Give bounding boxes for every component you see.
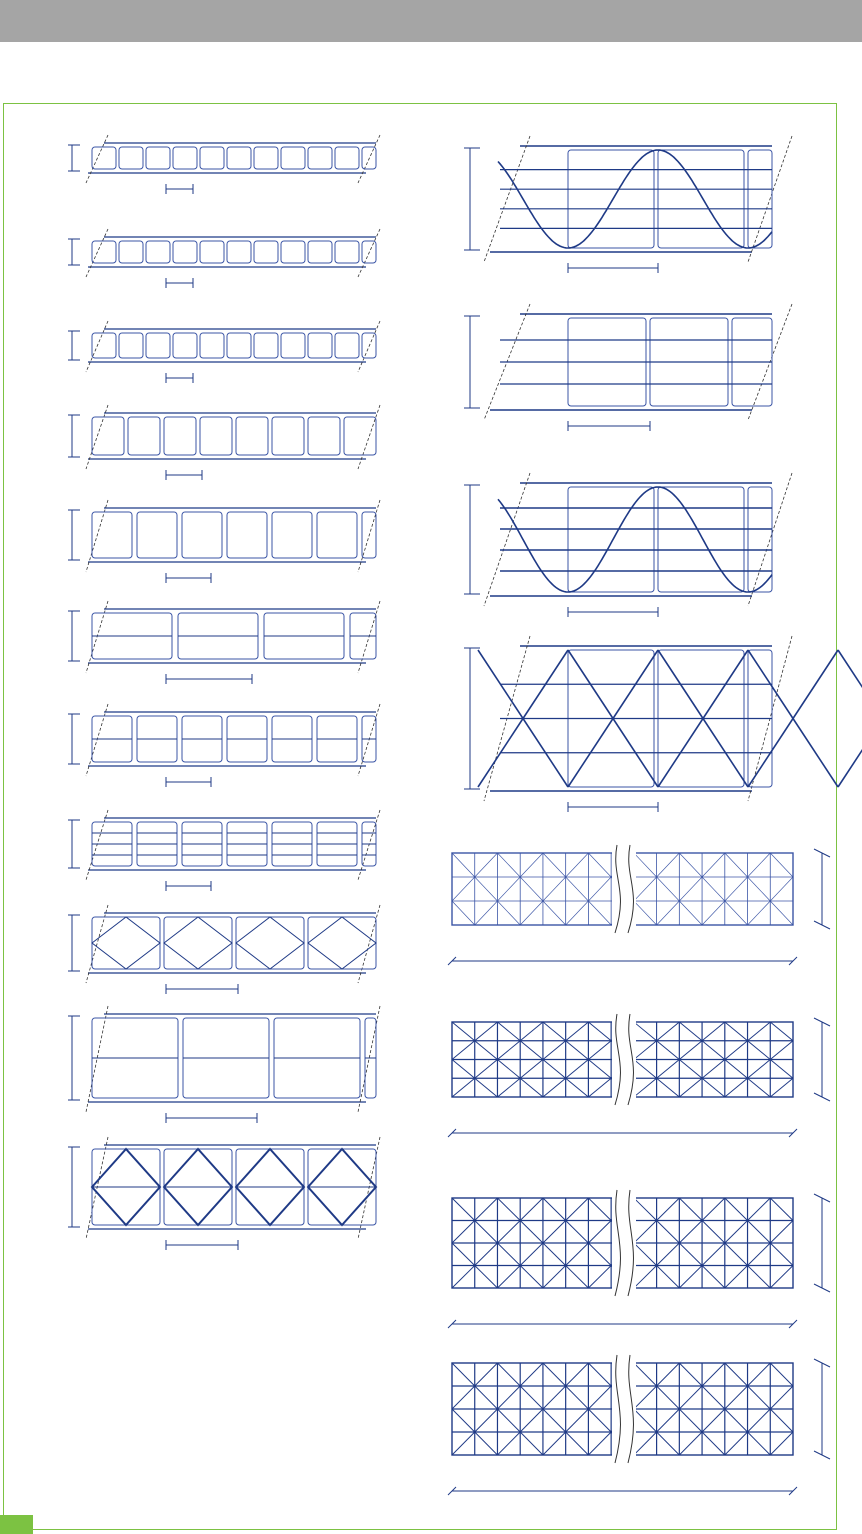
profile-5 <box>68 500 380 583</box>
profile-cell <box>362 241 376 263</box>
profile-cell <box>281 333 305 358</box>
profile-cell <box>183 1018 269 1098</box>
profile-cell <box>272 512 312 558</box>
profile-cell <box>173 147 197 169</box>
profile-cell <box>146 241 170 263</box>
profile-cell <box>92 716 132 762</box>
profile-cell <box>308 1149 376 1225</box>
profile-cell <box>350 613 376 659</box>
lattice-1 <box>448 845 830 965</box>
profile-cell <box>254 147 278 169</box>
sine-web <box>498 150 772 248</box>
lattice-4 <box>448 1355 830 1495</box>
profile-cell <box>164 917 232 969</box>
profile-cell <box>173 241 197 263</box>
profile-cell <box>92 512 132 558</box>
profile-cell <box>281 147 305 169</box>
profile-cell <box>178 613 258 659</box>
profile-cell <box>254 333 278 358</box>
left-profile-column <box>68 135 380 1534</box>
profile-13 <box>464 136 792 273</box>
profile-cell <box>200 333 224 358</box>
profile-9 <box>68 905 380 994</box>
profile-cell <box>200 417 232 455</box>
profile-cell <box>92 1149 160 1225</box>
profile-4 <box>68 405 380 480</box>
profile-cell <box>200 147 224 169</box>
profile-2 <box>68 229 380 288</box>
profile-cell <box>317 716 357 762</box>
profile-cell <box>182 512 222 558</box>
profile-cell <box>308 241 332 263</box>
profile-cell <box>274 1018 360 1098</box>
profile-cell <box>92 333 116 358</box>
profile-cell <box>92 613 172 659</box>
profile-cell <box>92 241 116 263</box>
profile-cell <box>236 1149 304 1225</box>
profile-cell <box>164 1149 232 1225</box>
profile-cell <box>264 613 344 659</box>
profile-cell <box>344 417 376 455</box>
profile-cell <box>227 147 251 169</box>
profile-cell <box>146 333 170 358</box>
profile-cell <box>272 822 312 866</box>
profile-cell <box>227 241 251 263</box>
profile-cell <box>362 716 376 762</box>
profile-cell <box>92 1018 178 1098</box>
profile-cell <box>365 1018 376 1098</box>
profile-cell <box>281 241 305 263</box>
lattice-3 <box>448 1190 830 1328</box>
profile-cell <box>92 822 132 866</box>
profile-cell <box>119 147 143 169</box>
profile-cell <box>748 150 772 248</box>
profile-cell <box>308 333 332 358</box>
profile-cell <box>119 241 143 263</box>
profile-cell <box>227 716 267 762</box>
profile-cell <box>137 512 177 558</box>
profile-10 <box>68 1006 380 1123</box>
profile-cell <box>317 512 357 558</box>
profile-cell <box>137 716 177 762</box>
profile-cell <box>335 147 359 169</box>
profile-cell <box>658 487 744 592</box>
profile-cell <box>92 417 124 455</box>
profile-cell <box>146 147 170 169</box>
profile-cell <box>335 333 359 358</box>
profile-cell <box>236 917 304 969</box>
profile-cell <box>272 716 312 762</box>
profile-cell <box>272 417 304 455</box>
profile-cell <box>254 241 278 263</box>
profile-cell <box>308 417 340 455</box>
profile-cell <box>227 512 267 558</box>
profile-8 <box>68 810 380 891</box>
profile-cell <box>317 822 357 866</box>
profile-cell <box>137 822 177 866</box>
profile-cell <box>200 241 224 263</box>
profile-11 <box>68 1137 380 1250</box>
lattice-column <box>448 845 830 1495</box>
profile-cell <box>182 716 222 762</box>
profile-3 <box>68 321 380 383</box>
profile-cell <box>335 241 359 263</box>
profile-cell <box>182 822 222 866</box>
profile-cell <box>92 147 116 169</box>
profile-cell <box>568 150 654 248</box>
profile-cell <box>308 147 332 169</box>
profile-cell <box>227 822 267 866</box>
profile-cell <box>362 147 376 169</box>
lattice-2 <box>448 1014 830 1137</box>
profile-cell <box>658 150 744 248</box>
profile-1 <box>68 135 380 194</box>
profile-16 <box>464 636 862 812</box>
profile-14 <box>464 304 792 431</box>
profile-cell <box>568 487 654 592</box>
profile-15 <box>464 473 792 617</box>
right-profile-column <box>464 136 862 812</box>
sine-web <box>498 487 772 592</box>
profile-cell <box>748 487 772 592</box>
profile-cell <box>128 417 160 455</box>
profile-7 <box>68 704 380 787</box>
profile-cell <box>164 417 196 455</box>
profile-cell <box>227 333 251 358</box>
profile-cell <box>308 917 376 969</box>
profile-cell <box>119 333 143 358</box>
profile-6 <box>68 601 380 684</box>
profile-cell <box>173 333 197 358</box>
profile-cell <box>236 417 268 455</box>
